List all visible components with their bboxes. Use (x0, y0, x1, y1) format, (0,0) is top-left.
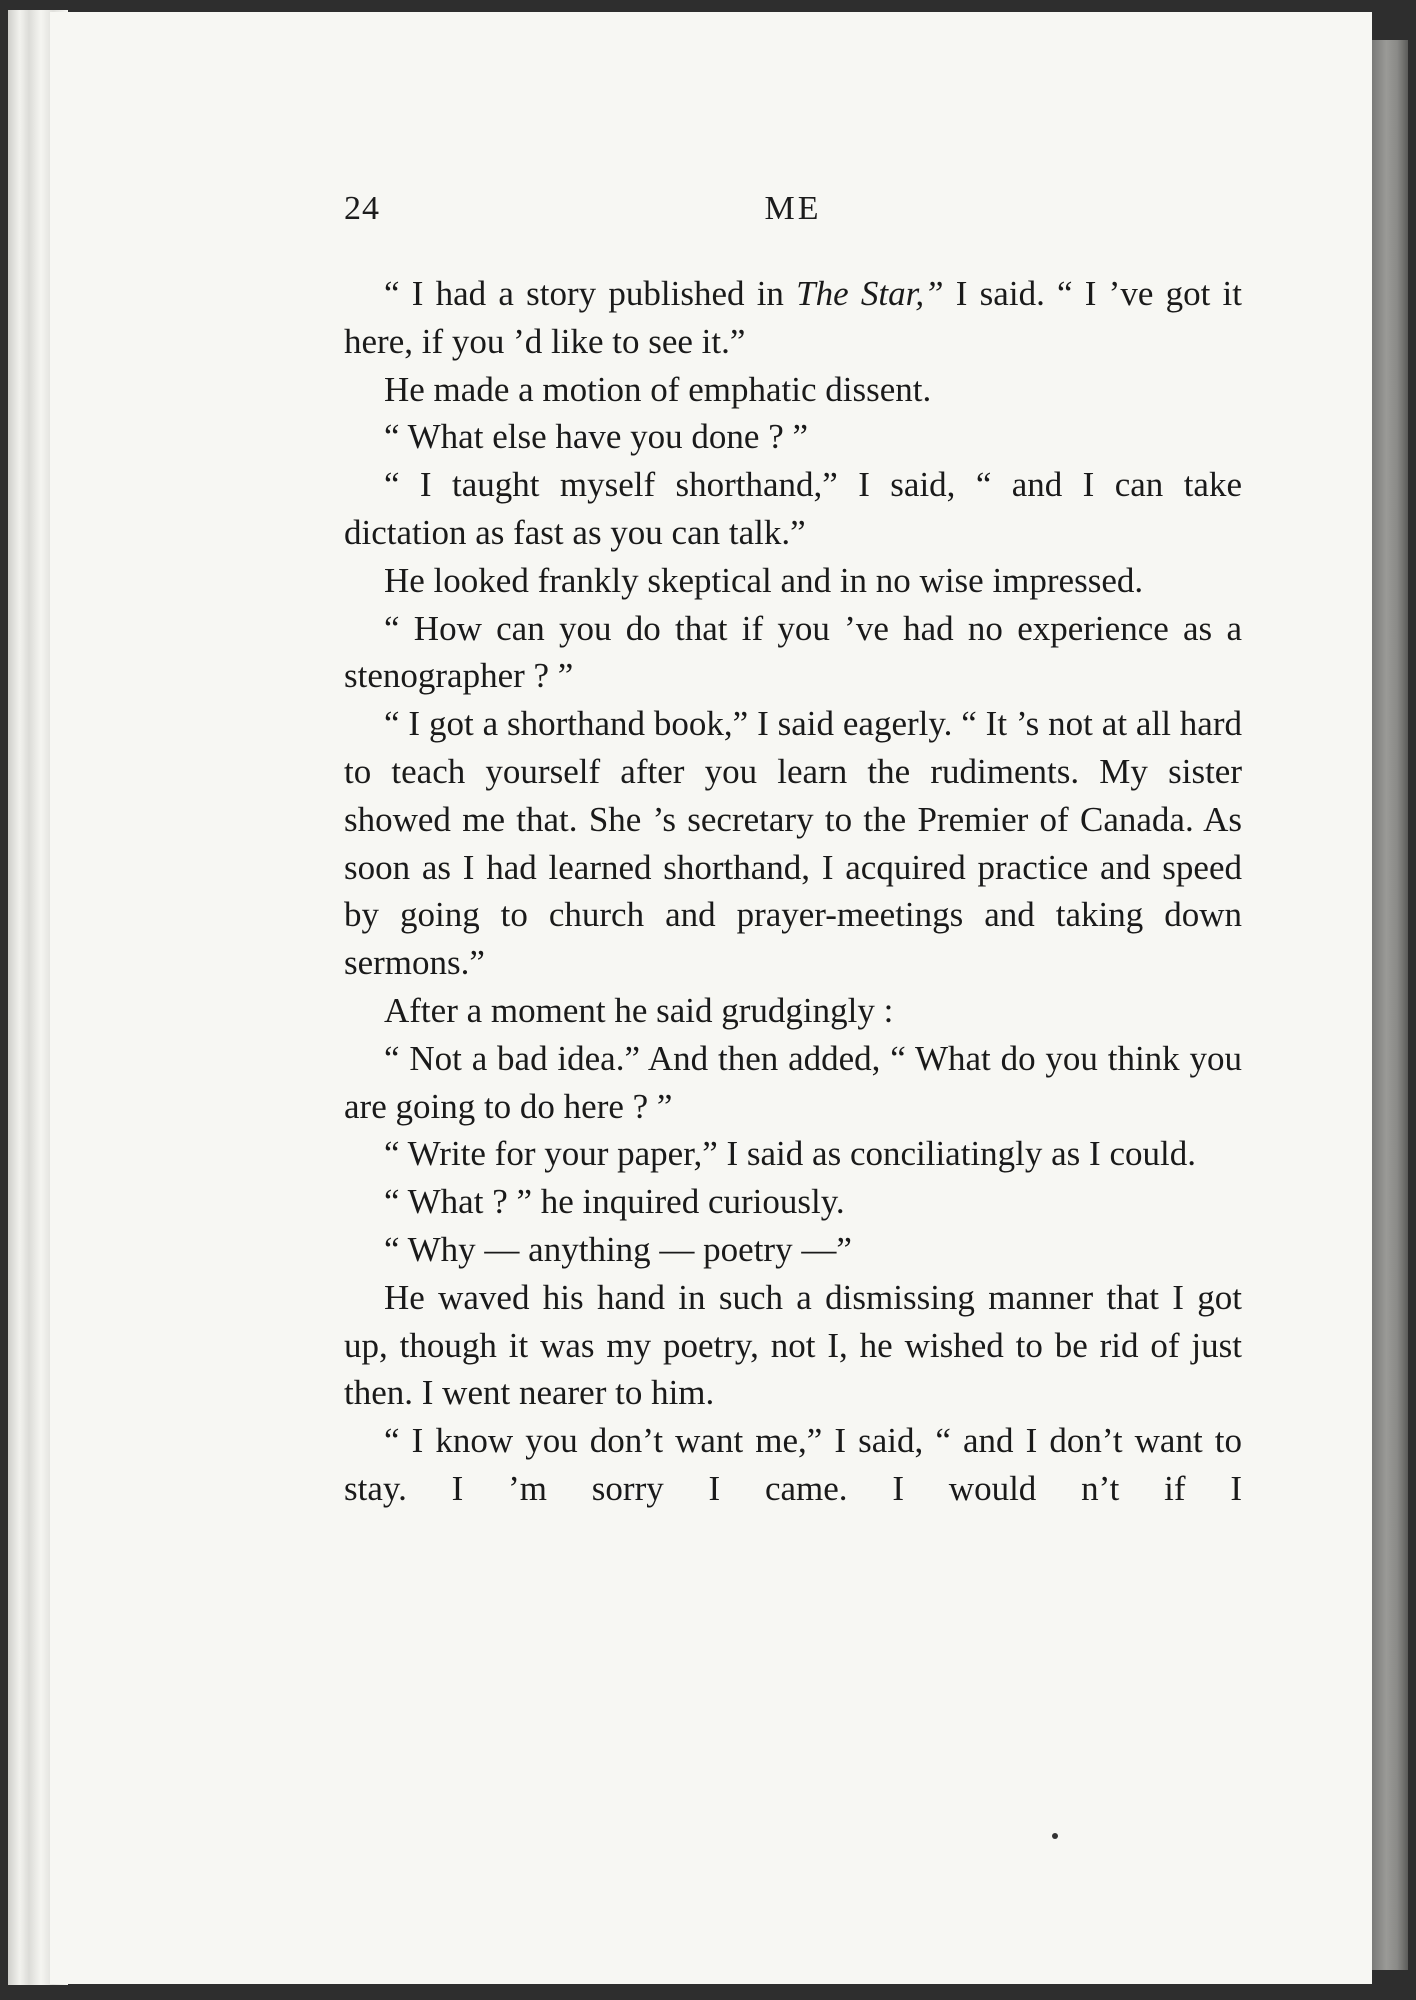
paragraph: He waved his hand in such a dismissing manner that I got up, though it was my poetry, not I, he wished to be rid of just then. I went nearer to him. (344, 1277, 1242, 1413)
paragraph: He looked frankly skeptical and in no wise impressed. (384, 560, 1144, 600)
paragraph: “ I taught myself shorthand,” I said, “ and I can take dictation as fast as you can talk.” (344, 465, 1242, 552)
paragraph: “ Write for your paper,” I said as conciliatingly as I could. (384, 1134, 1196, 1174)
page-header (344, 190, 1242, 240)
ink-speck (1052, 1833, 1058, 1839)
paragraph: “ What ? ” he inquired curiously. (384, 1182, 845, 1222)
paragraph: “ I had a story published in The Star,” I said. “ I ’ve got it here, if you ’d like to see it.” (344, 274, 1242, 361)
paragraph: “ How can you do that if you ’ve had no experience as a stenographer ? ” (344, 608, 1242, 696)
paragraph: “ I got a shorthand book,” I said eagerly. “ It ’s not at all hard to teach yourself after you learn the rudiments. My sister showed me that. She ’s secretary to the Premier of Canada. As soon as I had learned shorthand, I acquired practice and speed by going to church and prayer-meetings and taking down sermons.” (344, 704, 1242, 983)
paragraph: After a moment he said grudgingly : (384, 990, 894, 1030)
body-text (344, 270, 1242, 1513)
paragraph: “ Why — anything — poetry —” (384, 1229, 852, 1269)
paragraph: “ Not a bad idea.” And then added, “ What do you think you are going to do here ? ” (344, 1038, 1242, 1126)
running-title: ME (764, 190, 822, 227)
italic-title: The Star,” (796, 274, 944, 313)
paragraph: “ I know you don’t want me,” I said, “ and I don’t want to stay. I ’m sorry I came. I would n’t if I (344, 1421, 1242, 1508)
page-number: 24 (344, 190, 380, 227)
book-cover-edge-right (1372, 40, 1408, 1970)
paragraph: “ What else have you done ? ” (384, 417, 809, 457)
paragraph: He made a motion of emphatic dissent. (384, 369, 932, 409)
